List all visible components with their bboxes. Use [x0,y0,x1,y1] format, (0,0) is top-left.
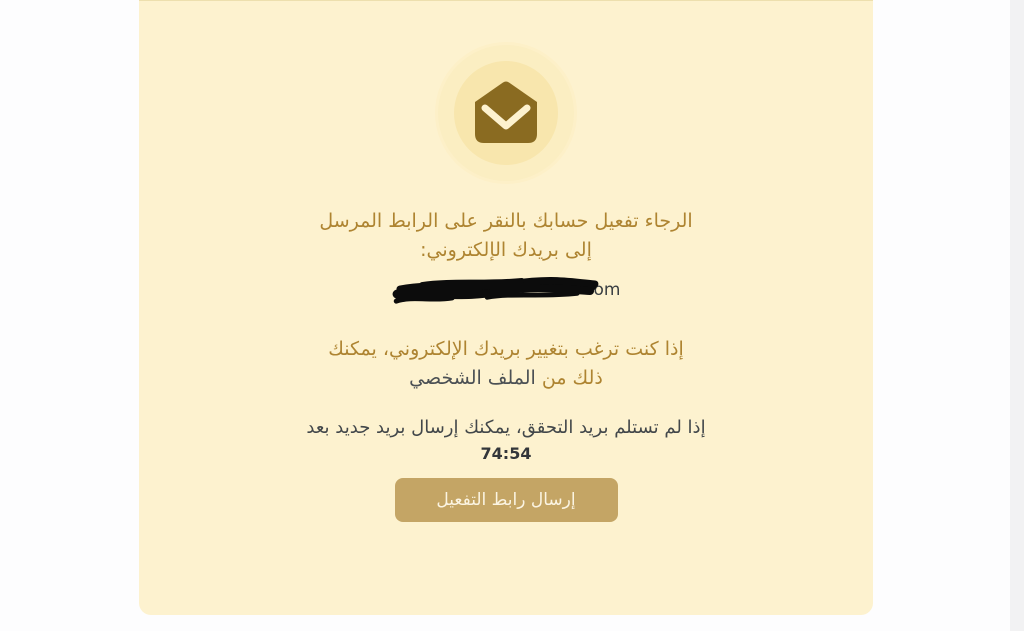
activation-instruction-line1: الرجاء تفعيل حسابك بالنقر على الرابط المرسل [319,210,693,232]
email-icon-badge [438,45,574,181]
verification-panel [139,0,873,615]
profile-link[interactable]: الملف الشخصي [409,367,536,389]
resend-note: إذا لم تستلم بريد التحقق، يمكنك إرسال بريد جديد بعد [306,417,706,438]
activation-instruction [319,207,692,265]
change-email-note [328,335,683,393]
resend-activation-button[interactable]: إرسال رابط التفعيل [395,478,618,522]
change-email-line2-prefix: ذلك من [541,367,603,389]
user-email [392,274,621,304]
icon-ring-inner [454,61,558,165]
email-visible-tail: om [593,280,621,300]
open-envelope-icon [462,69,550,157]
redacted-email-scribble [391,273,600,305]
activation-instruction-line2: إلى بريدك الإلكتروني: [420,239,592,261]
countdown-timer: 74:54 [480,444,532,463]
scrollbar-track[interactable] [1010,0,1024,631]
change-email-line1: إذا كنت ترغب بتغيير بريدك الإلكتروني، يمكنك [328,338,684,360]
change-email-line2 [328,364,683,393]
